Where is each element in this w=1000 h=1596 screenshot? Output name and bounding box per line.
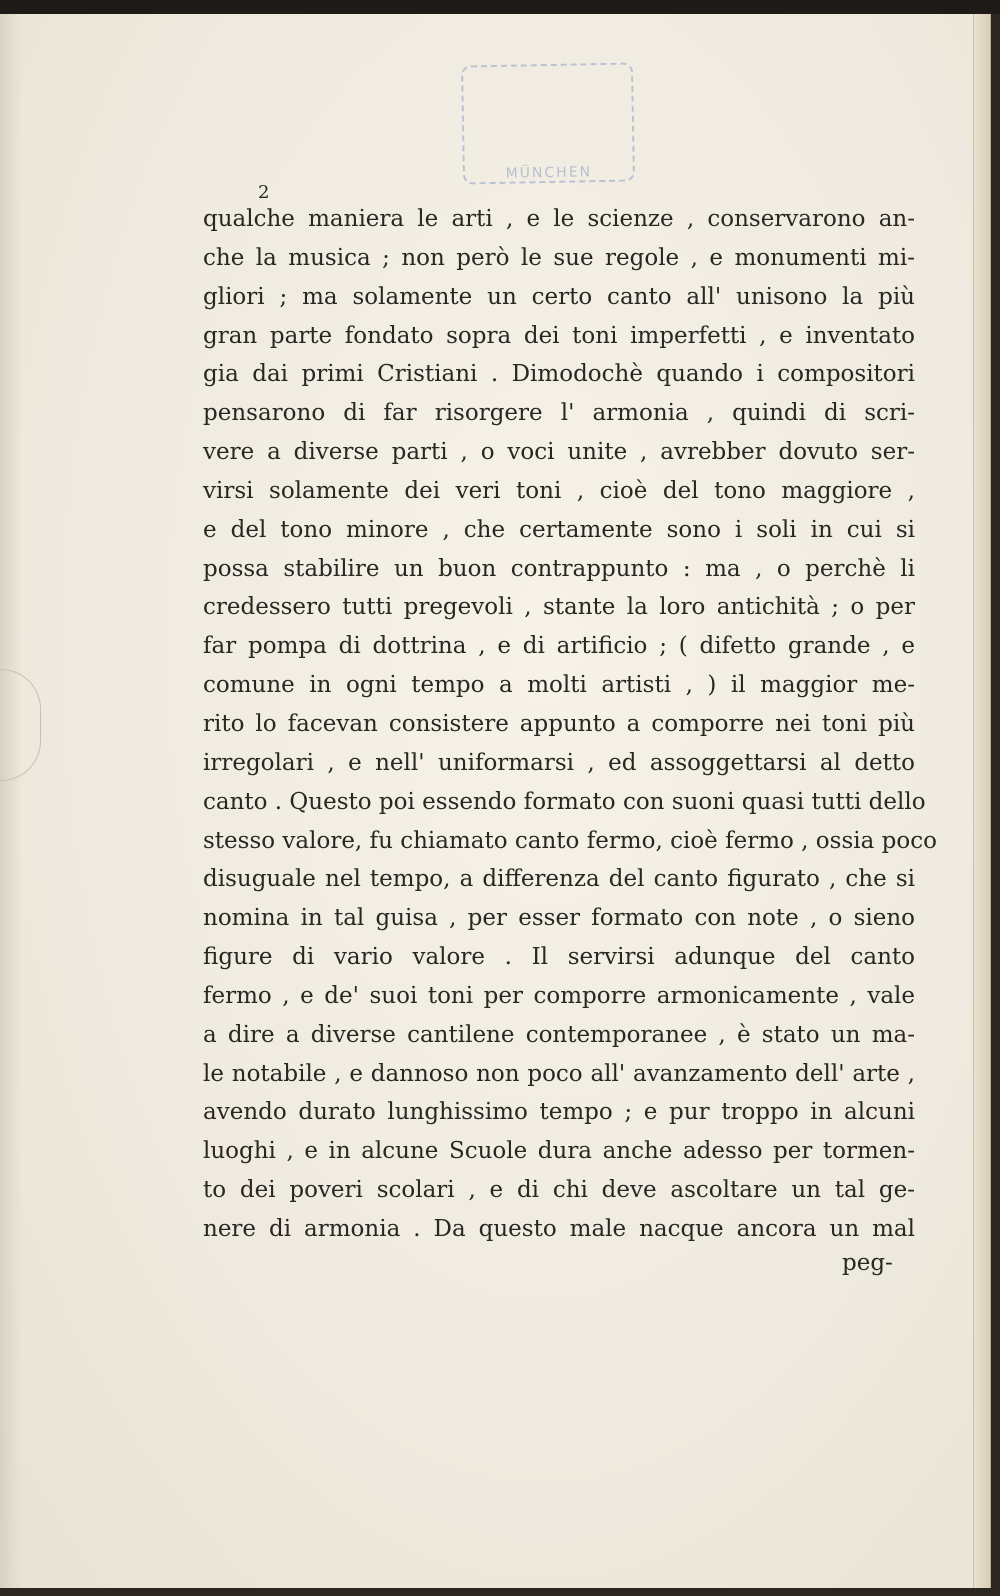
text-line: pensarono di far risorgere l' armonia , quindi di scri-	[203, 400, 915, 427]
text-line: qualche maniera le arti , e le scienze , conservarono an-	[203, 206, 915, 232]
text-line: canto . Questo poi essendo formato con suoni quasi tutti dello	[203, 788, 926, 815]
text-line: credessero tutti pregevoli , stante la loro antichità ; o per	[203, 594, 915, 621]
text-line: e del tono minore , che certamente sono i soli in cui si	[203, 516, 915, 543]
text-line: gia dai primi Cristiani . Dimodochè quando i compositori	[203, 361, 915, 388]
text-line: rito lo facevan consistere appunto a comporre nei toni più	[203, 710, 915, 737]
catchword: peg-	[842, 1250, 893, 1276]
text-line: comune in ogni tempo a molti artisti , ) il maggior me-	[203, 672, 915, 699]
book-page	[0, 14, 991, 1588]
clip-impression	[0, 669, 41, 781]
scan-background	[0, 0, 1000, 14]
text-line: disuguale nel tempo, a differenza del canto figurato , che si	[203, 866, 915, 893]
text-line: gran parte fondato sopra dei toni imperfetti , e inventato	[203, 322, 915, 349]
text-line: avendo durato lunghissimo tempo ; e pur troppo in alcuni	[203, 1099, 915, 1126]
text-line: possa stabilire un buon contrappunto : ma , o perchè li	[203, 555, 915, 582]
text-line: vere a diverse parti , o voci unite , avrebber dovuto ser-	[203, 439, 915, 466]
library-stamp	[461, 63, 635, 185]
library-stamp-text: MÜNCHEN	[505, 164, 593, 182]
page-number: 2	[258, 182, 270, 203]
text-line: a dire a diverse cantilene contemporanee , è stato un ma-	[203, 1021, 915, 1048]
spine-shadow	[0, 14, 22, 1588]
text-line: nomina in tal guisa , per esser formato con note , o sieno	[203, 905, 915, 932]
text-line: gliori ; ma solamente un certo canto all' unisono la più	[203, 283, 915, 310]
text-line: fermo , e de' suoi toni per comporre armonicamente , vale	[203, 982, 915, 1009]
text-line: irregolari , e nell' uniformarsi , ed assoggettarsi al detto	[203, 749, 915, 776]
text-line: stesso valore, fu chiamato canto fermo, cioè fermo , ossia poco	[203, 827, 937, 854]
page-edge-strip	[973, 14, 990, 1588]
text-line: far pompa di dottrina , e di artificio ; ( difetto grande , e	[203, 633, 915, 660]
text-line: virsi solamente dei veri toni , cioè del tono maggiore ,	[203, 477, 915, 504]
text-line: figure di vario valore . Il servirsi adunque del canto	[203, 944, 915, 971]
text-line: nere di armonia . Da questo male nacque ancora un mal	[203, 1215, 915, 1242]
body-text	[203, 200, 937, 1249]
text-line: le notabile , e dannoso non poco all' avanzamento dell' arte ,	[203, 1060, 915, 1087]
text-line: to dei poveri scolari , e di chi deve ascoltare un tal ge-	[203, 1177, 915, 1204]
text-line: luoghi , e in alcune Scuole dura anche adesso per tormen-	[203, 1138, 915, 1165]
text-line: che la musica ; non però le sue regole , e monumenti mi-	[203, 244, 915, 271]
